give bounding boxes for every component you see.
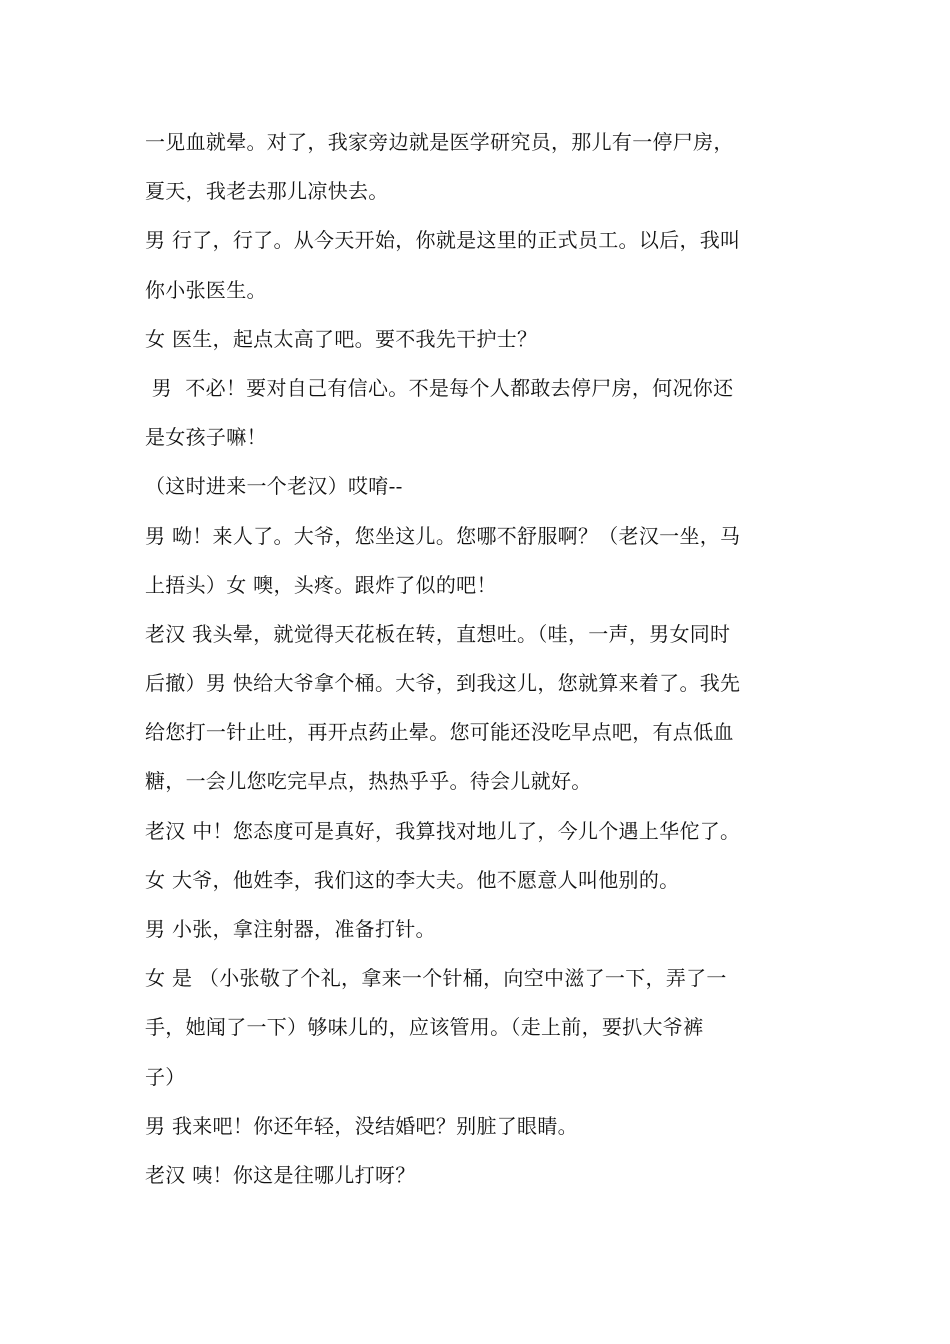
text-line: （这时进来一个老汉）哎唷-- xyxy=(145,474,403,499)
text-line: 老汉 咦！你这是往哪儿打呀？ xyxy=(145,1162,416,1187)
text-line: 女 医生，起点太高了吧。要不我先干护士？ xyxy=(145,326,538,351)
text-line: 男 小张，拿注射器，准备打针。 xyxy=(145,917,436,941)
text-line: 夏天，我老去那儿凉快去。 xyxy=(145,179,389,204)
text-line: 老汉 我头晕，就觉得天花板在转，直想吐。（哇，一声，男女同时 xyxy=(145,621,731,646)
text-line: 男 不必！要对自己有信心。不是每个人都敢去停尸房，何况你还 xyxy=(145,375,734,400)
text-line: 你小张医生。 xyxy=(145,277,267,302)
text-line: 后撤）男 快给大爷拿个桶。大爷，到我这儿，您就算来着了。我先 xyxy=(145,671,741,696)
text-line: 上捂头）女 噢，头疼。跟炸了似的吧！ xyxy=(145,572,497,597)
script-text-block xyxy=(145,118,815,1200)
text-line: 女 是 （小张敬了个礼，拿来一个针桶，向空中滋了一下，弄了一 xyxy=(145,966,727,991)
text-line: 男 我来吧！你还年轻，没结婚吧？别脏了眼睛。 xyxy=(145,1113,578,1138)
text-line: 给您打一针止吐，再开点药止晕。您可能还没吃早点吧，有点低血 xyxy=(145,720,734,745)
text-line: 糖，一会儿您吃完早点，热热乎乎。待会儿就好。 xyxy=(145,769,592,794)
text-line: 是女孩子嘛！ xyxy=(145,425,267,450)
text-line: 子） xyxy=(145,1064,186,1089)
text-line: 老汉 中！您态度可是真好，我算找对地儿了，今儿个遇上华佗了。 xyxy=(145,818,741,843)
text-line: 女 大爷，他姓李，我们这的李大夫。他不愿意人叫他别的。 xyxy=(145,867,680,892)
text-line: 男 行了，行了。从今天开始，你就是这里的正式员工。以后，我叫 xyxy=(145,228,741,253)
text-line: 一见血就晕。对了，我家旁边就是医学研究员，那儿有一停尸房， xyxy=(145,130,734,154)
text-line: 男 呦！来人了。大爷，您坐这儿。您哪不舒服啊？（老汉一坐，马 xyxy=(145,523,741,548)
text-line: 手，她闻了一下）够味儿的，应该管用。（走上前，要扒大爷裤 xyxy=(145,1015,704,1040)
